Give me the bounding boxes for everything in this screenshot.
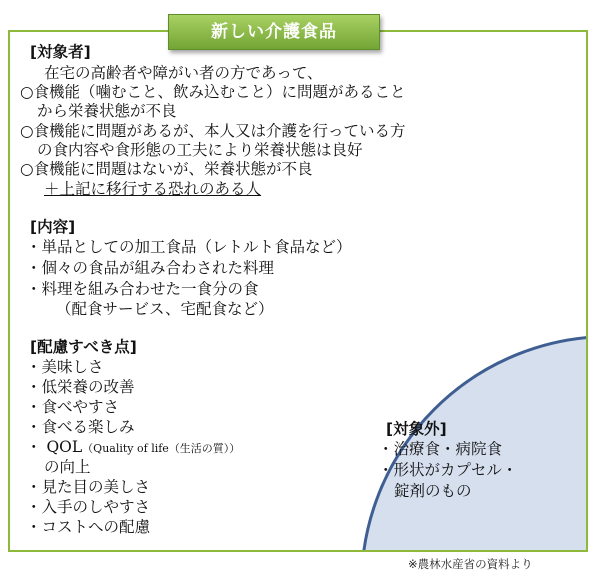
excluded-item: ・治療食・病院食 bbox=[378, 440, 503, 458]
target-item-1 bbox=[20, 83, 406, 102]
target-item-2-line1: 食機能に問題があるが、本人又は介護を行っている方 bbox=[33, 122, 406, 140]
circle-bullet: ○ bbox=[20, 122, 34, 140]
content-heading: [内容] bbox=[30, 218, 76, 236]
content-item: ・個々の食品が組み合わされた料理 bbox=[26, 259, 275, 277]
target-item-2 bbox=[20, 122, 406, 141]
consideration-item: ・美味しさ bbox=[26, 358, 104, 376]
circle-bullet: ○ bbox=[20, 83, 34, 101]
target-heading: [対象者] bbox=[30, 43, 91, 61]
circle-bullet: ○ bbox=[20, 160, 34, 178]
consideration-item: ・食べやすさ bbox=[26, 398, 120, 416]
qol-paren: （Quality of life（生活の質）） bbox=[82, 442, 241, 455]
target-item-1-line1: 食機能（噛むこと、飲み込むこと）に問題があること bbox=[33, 83, 406, 101]
target-item-1-line2: から栄養状態が不良 bbox=[37, 102, 177, 120]
content-item: ・単品としての加工食品（レトルト食品など） bbox=[26, 238, 352, 256]
excluded-heading: [対象外] bbox=[386, 420, 447, 438]
content-item: ・料理を組み合わせた一食分の食 bbox=[26, 280, 259, 298]
consideration-item: ・低栄養の改善 bbox=[26, 378, 135, 396]
consideration-item: ・食べる楽しみ bbox=[26, 418, 135, 436]
consideration-item: ・コストへの配慮 bbox=[26, 518, 151, 536]
source-note: ※農林水産省の資料より bbox=[408, 557, 533, 571]
target-item-2-line2: の食内容や食形態の工夫により栄養状態は良好 bbox=[37, 141, 363, 159]
target-item-3-line1: 食機能に問題はないが、栄養状態が不良 bbox=[33, 160, 313, 178]
bullet-dot: ・ bbox=[26, 438, 42, 456]
excluded-item-line3: 錠剤のもの bbox=[394, 482, 472, 500]
target-item-3-line2: ＋上記に移行する恐れのある人 bbox=[44, 180, 262, 198]
consideration-qol-line2: の向上 bbox=[44, 458, 91, 476]
consideration-item: ・入手のしやすさ bbox=[26, 498, 151, 516]
qol-text: QOL bbox=[46, 438, 83, 456]
consideration-item: ・見た目の美しさ bbox=[26, 478, 151, 496]
content-sub: （配食サービス、宅配食など） bbox=[56, 300, 274, 318]
target-intro: 在宅の高齢者や障がい者の方であって、 bbox=[44, 64, 323, 82]
target-item-3 bbox=[20, 160, 313, 179]
excluded-item: ・形状がカプセル・ bbox=[378, 461, 518, 479]
page-title: 新しい介護食品 bbox=[168, 14, 380, 50]
consideration-qol bbox=[26, 438, 240, 458]
considerations-heading: [配慮すべき点] bbox=[30, 338, 137, 356]
